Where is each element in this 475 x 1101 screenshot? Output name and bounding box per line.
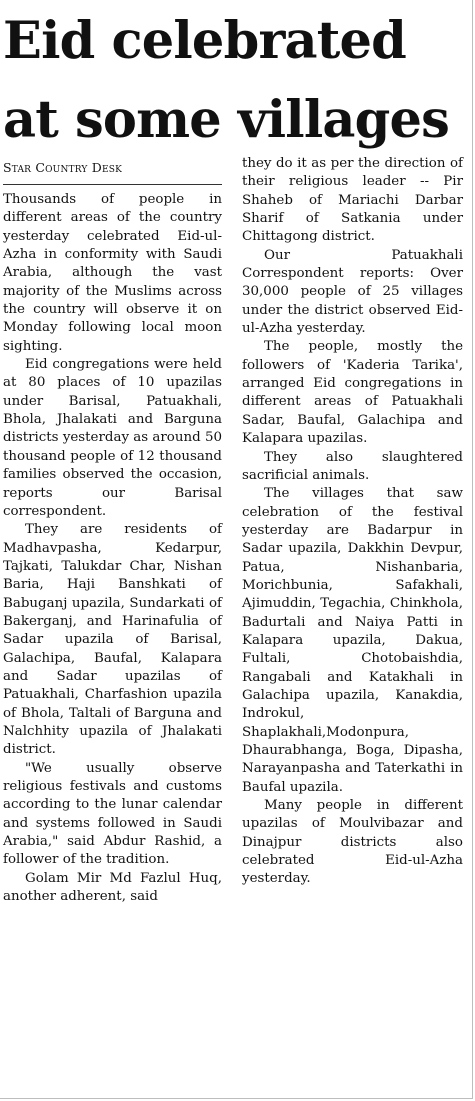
byline: Star Country Desk [3,160,123,175]
paragraph: Eid congregations were held at 80 places of 10 upazilas under Barisal, Patuakhali, Bhola, Jhalakati and Barguna districts yesterday as around 50 thousand people of 12 thousand families observed the occasion, reports our Barisal correspondent. [3,357,222,519]
paragraph: Many people in different upazilas of Moulvibazar and Dinajpur districts also celebrated Eid-ul-Azha yesterday. [242,798,463,887]
article-column-right [242,155,463,889]
paragraph: They also slaughtered sacrificial animals. [242,449,463,483]
article-column-left [3,191,222,906]
paragraph: The people, mostly the followers of 'Kaderia Tarika', arranged Eid congregations in different areas of Patuakhali Sadar, Baufal, Galachipa and Kalapara upazilas. [242,339,463,447]
paragraph: The villages that saw celebration of the festival yesterday are Badarpur in Sadar upazila, Dakkhin Devpur, Patua, Nishanbaria, Morichbunia, Safakhali, Ajimuddin, Tegachia, Chinkhola, Badurtali and Naiya Patti in Kalapara upazila, Dakua, Fultali, Chotobaishdia, Rangabali and Katakhali in Galachipa upazila, Kanakdia, Indrokul, Shaplakhali,Modonpura, Dhaurabhanga, Boga, Dipasha, Narayanpasha and Taterkathi in Baufal upazila. [242,486,463,795]
paragraph: they do it as per the direction of their religious leader -- Pir Shaheb of Mariachi Darbar Sharif of Satkania under Chittagong district. [242,156,463,245]
byline-rule [3,184,222,185]
headline: Eid celebrated at some villages [3,11,450,150]
paragraph: Thousands of people in different areas of the country yesterday celebrated Eid-ul-Azha in conformity with Saudi Arabia, although the vast majority of the Muslims across the country will observe it on Monday following local moon sighting. [3,192,222,354]
paragraph: Our Patuakhali Correspondent reports: Over 30,000 people of 25 villages under the district observed Eid-ul-Azha yesterday. [242,247,463,337]
paragraph: They are residents of Madhavpasha, Kedarpur, Tajkati, Talukdar Char, Nishan Baria, Haji Banshkati of Babuganj upazila, Sundarkati of Bakerganj, and Harinafulia of Sadar upazila of Barisal, Galachipa, Baufal, Kalapara and Sadar upazilas of Patuakhali, Charfashion upazila of Bhola, Taltali of Barguna and Nalchhity upazila of Jhalakati district. [3,522,222,758]
paragraph: "We usually observe religious festivals and customs according to the lunar calendar and systems followed in Saudi Arabia," said Abdur Rashid, a follower of the tradition. [3,760,222,868]
paragraph: Golam Mir Md Fazlul Huq, another adherent, said [3,870,222,905]
